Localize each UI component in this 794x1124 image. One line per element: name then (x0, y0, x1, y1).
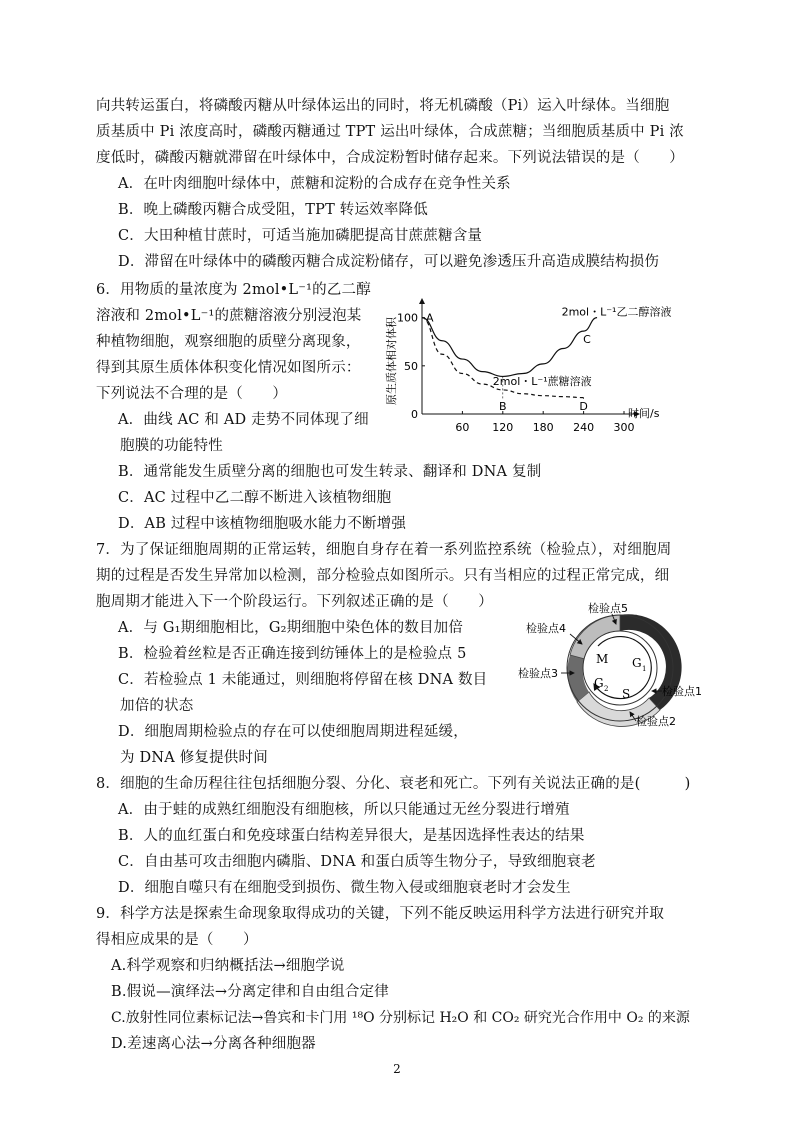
q9-option-d: D.差速离心法→分离各种细胞器 (111, 1036, 316, 1052)
q7-option-a: A．与 G₁期细胞相比，G₂期细胞中染色体的数目加倍 (118, 620, 464, 636)
x-tick-label: 180 (532, 421, 554, 434)
phase-g2-label: G (594, 676, 604, 690)
q7-option-b: B．检验着丝粒是否正确连接到纺锤体上的是检验点 5 (118, 646, 467, 662)
point-b-label: B (499, 400, 507, 413)
point-a-label: A (426, 311, 434, 325)
page-number: 2 (393, 1062, 401, 1076)
q5-stem-line2: 质基质中 Pi 浓度高时，磷酸丙糖通过 TPT 运出叶绿体，合成蔗糖；当细胞质基质中 Pi 浓 (96, 124, 684, 140)
q6-stem-line5: 下列说法不合理的是（ ） (96, 386, 288, 402)
q6-option-a-line1: A．曲线 AC 和 AD 走势不同体现了细 (118, 412, 369, 428)
q6-stem-line2: 溶液和 2mol•L⁻¹的蔗糖溶液分别浸泡某 (96, 308, 362, 324)
x-tick-label: 240 (573, 421, 595, 434)
q6-stem-line1: 6．用物质的量浓度为 2mol•L⁻¹的乙二醇 (96, 282, 371, 298)
protoplast-volume-chart (378, 272, 680, 438)
q7-option-c-line1: C．若检验点 1 未能通过，则细胞将停留在核 DNA 数目 (118, 672, 488, 688)
point-d-label: D (579, 400, 588, 413)
x-axis-label: 时间/s (628, 407, 660, 420)
q5-option-d: D．滞留在叶绿体中的磷酸丙糖合成淀粉储存，可以避免渗透压升高造成膜结构损伤 (118, 254, 660, 270)
q5-stem-line3: 度低时，磷酸丙糖就滞留在叶绿体中，合成淀粉暂时储存起来。下列说法错误的是（ ） (96, 150, 684, 166)
q6-stem-line3: 种植物细胞，观察细胞的质壁分离现象， (96, 334, 361, 350)
y-tick-label: 50 (404, 359, 418, 373)
checkpoint-5-label: 检验点5 (588, 602, 628, 615)
q7-option-d-line2: 为 DNA 修复提供时间 (120, 750, 268, 766)
q5-option-c: C．大田种植甘蔗时，可适当施加磷肥提高甘蔗蔗糖含量 (118, 228, 483, 244)
q9-stem-line2: 得相应成果的是（ ） (96, 932, 258, 948)
q5-stem-line1: 向共转运蛋白，将磷酸丙糖从叶绿体运出的同时，将无机磷酸（Pi）运入叶绿体。当细胞 (96, 98, 670, 114)
q5-option-a: A．在叶肉细胞叶绿体中，蔗糖和淀粉的合成存在竞争性关系 (118, 176, 511, 192)
q9-option-a: A.科学观察和归纳概括法→细胞学说 (111, 958, 345, 974)
phase-m-label: M (596, 652, 609, 666)
q8-option-d: D．细胞自噬只有在细胞受到损伤、微生物入侵或细胞衰老时才会发生 (118, 880, 571, 896)
q6-option-a-line2: 胞膜的功能特性 (120, 438, 223, 454)
x-tick-label: 300 (613, 421, 635, 434)
q9-option-b: B.假说—演绎法→分离定律和自由组合定律 (111, 984, 389, 1000)
checkpoint-2-label: 检验点2 (636, 715, 676, 728)
phase-g2-subscript: 2 (604, 685, 609, 693)
cell-cycle-diagram (512, 600, 702, 730)
checkpoint-1-label: 检验点1 (662, 685, 702, 698)
q9-option-c: C.放射性同位素标记法→鲁宾和卡门用 ¹⁸O 分别标记 H₂O 和 CO₂ 研究光合作用中 O₂ 的来源 (111, 1010, 690, 1026)
x-tick-label: 120 (492, 421, 514, 434)
q7-stem-line2: 期的过程是否发生异常加以检测，部分检验点如图所示。只有当相应的过程正常完成，细 (96, 568, 670, 584)
q6-option-d: D．AB 过程中该植物细胞吸水能力不断增强 (118, 516, 407, 532)
point-c-label: C (583, 333, 591, 347)
q7-stem-line1: 7．为了保证细胞周期的正常运转，细胞自身存在着一系列监控系统（检验点），对细胞周 (96, 542, 672, 558)
q7-option-c-line2: 加倍的状态 (120, 698, 194, 714)
checkpoint-4-label: 检验点4 (526, 622, 566, 635)
y-tick-label: 100 (397, 311, 418, 325)
checkpoint-3-label: 检验点3 (518, 667, 558, 680)
x-tick-label: 60 (455, 421, 470, 434)
q8-option-b: B．人的血红蛋白和免疫球蛋白结构差异很大，是基因选择性表达的结果 (118, 828, 585, 844)
q8-stem: 8．细胞的生命历程往往包括细胞分裂、分化、衰老和死亡。下列有关说法正确的是( ) (96, 776, 691, 792)
phase-s-label: S (622, 687, 631, 701)
series-line-1 (422, 318, 597, 377)
phase-g1-subscript: 1 (642, 665, 647, 673)
series-2-label: 2mol・L⁻¹蔗糖溶液 (492, 375, 592, 389)
y-axis-label: 原生质体相对体积 (385, 317, 398, 405)
q6-stem-line4: 得到其原生质体体积变化情况如图所示： (96, 360, 361, 376)
y-axis-arrow (419, 298, 425, 304)
q7-stem-line3: 胞周期才能进入下一个阶段运行。下列叙述正确的是（ ） (96, 594, 493, 610)
q9-stem-line1: 9．科学方法是探索生命现象取得成功的关键，下列不能反映运用科学方法进行研究并取 (96, 906, 665, 922)
q8-option-c: C．自由基可攻击细胞内磷脂、DNA 和蛋白质等生物分子，导致细胞衰老 (118, 854, 596, 870)
series-1-label: 2mol・L⁻¹乙二醇溶液 (561, 305, 672, 319)
q5-option-b: B．晚上磷酸丙糖合成受阻，TPT 转运效率降低 (118, 202, 428, 218)
y-tick-label: 0 (411, 408, 418, 421)
q8-option-a: A．由于蛙的成熟红细胞没有细胞核，所以只能通过无丝分裂进行增殖 (118, 802, 570, 818)
q6-option-c: C．AC 过程中乙二醇不断进入该植物细胞 (118, 490, 392, 506)
phase-g1-label: G (632, 656, 642, 670)
q6-option-b: B．通常能发生质壁分离的细胞也可发生转录、翻译和 DNA 复制 (118, 464, 542, 480)
q7-option-d-line1: D．细胞周期检验点的存在可以使细胞周期进程延缓， (118, 724, 468, 740)
